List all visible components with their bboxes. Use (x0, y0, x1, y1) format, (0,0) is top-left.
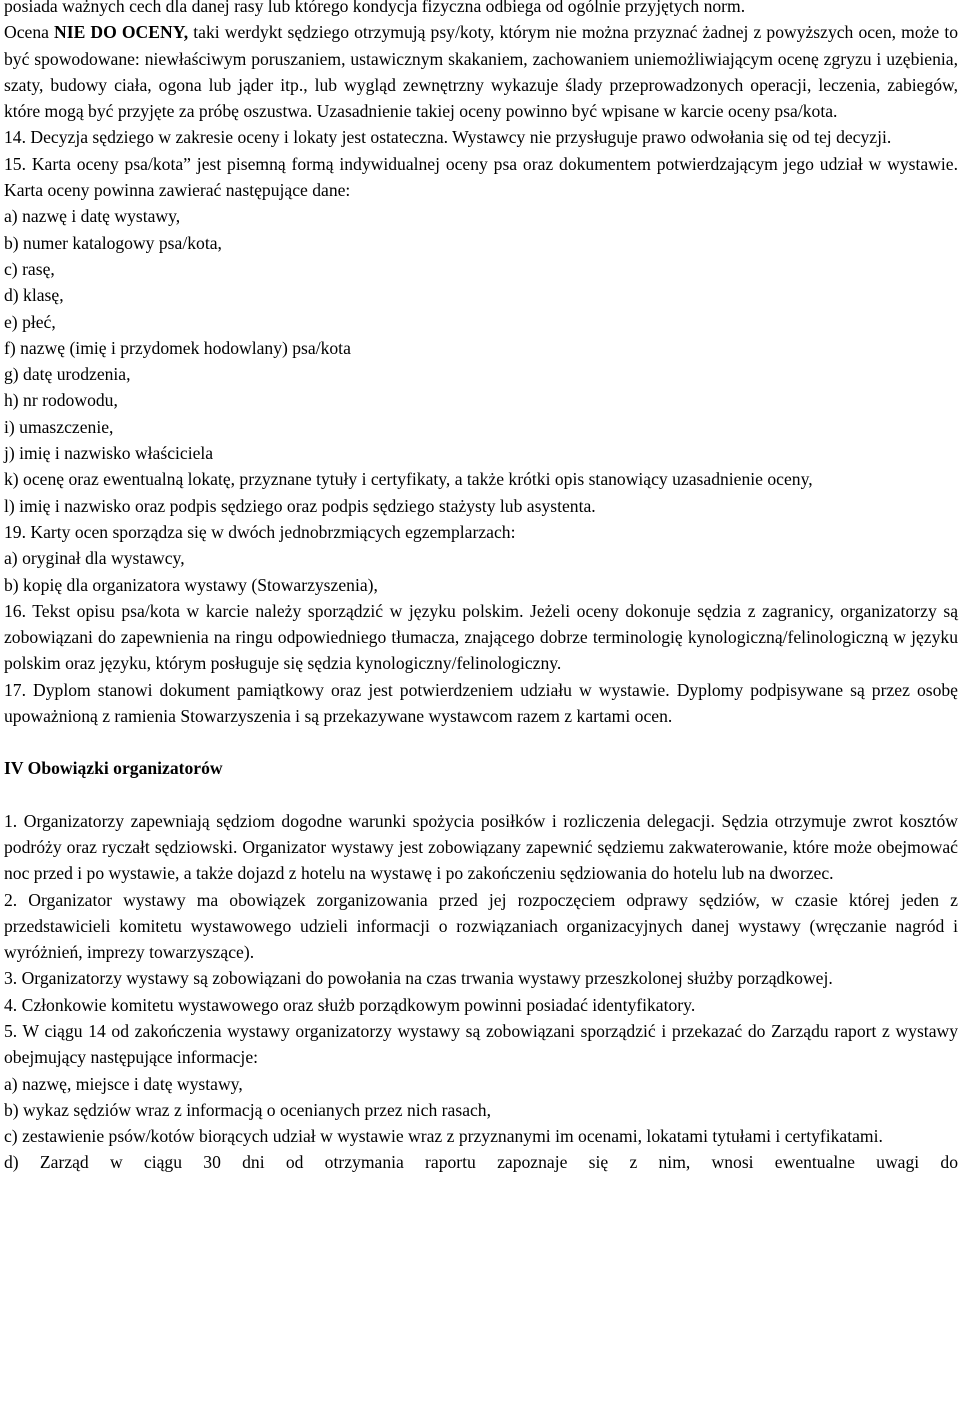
paragraph-section-4: 4. Członkowie komitetu wystawowego oraz służb porządkowym powinni posiadać identyfikatory. (4, 994, 696, 1015)
paragraph-nie-do-oceny (4, 19, 958, 124)
paragraph-text: Ocena (4, 22, 55, 43)
list-item: c) zestawienie psów/kotów biorących udział w wystawie wraz z przyznanymi im ocenami, lokatami tytułami i certyfikatami. (4, 1126, 883, 1147)
document-page (4, 0, 958, 1176)
list-item: a) oryginał dla wystawcy, (4, 548, 185, 569)
list-item: g) datę urodzenia, (4, 364, 131, 385)
paragraph-section-3: 3. Organizatorzy wystawy są zobowiązani do powołania na czas trwania wystawy przeszkolonej służby porządkowej. (4, 968, 833, 989)
paragraph-15: 15. Karta oceny psa/kota” jest pisemną formą indywidualnej oceny psa oraz dokumentem potwierdzającym jego udział w wystawie. Karta oceny powinna zawierać następujące dane: (4, 153, 958, 201)
paragraph-16: 16. Tekst opisu psa/kota w karcie należy sporządzić w języku polskim. Jeżeli oceny dokonuje sędzia z zagranicy, organizatorzy są zobowiązani do zapewnienia na ringu odpowiedniego tłumacza, znającego dobrze terminologię kynologiczną/felinologiczną w języku polskim oraz języku, którym posługuje się sędzia kynologiczny/felinologiczny. (4, 600, 958, 674)
section-heading: IV Obowiązki organizatorów (4, 758, 223, 779)
list-item: c) rasę, (4, 258, 55, 279)
paragraph-section-2: 2. Organizator wystawy ma obowiązek zorganizowania przed jej rozpoczęciem odprawy sędziów, w czasie której jeden z przedstawicieli komitetu wystawowego udzieli informacji o rozwiązaniach organizacyjnych danej wystawy (wręczanie nagród i wyróżnień, imprezy towarzyszące). (4, 889, 958, 963)
paragraph-section-5: 5. W ciągu 14 od zakończenia wystawy organizatorzy wystawy są zobowiązani sporządzić i przekazać do Zarządu raport z wystawy obejmujący następujące informacje: (4, 1020, 958, 1068)
list-item: e) płeć, (4, 311, 56, 332)
list-item: l) imię i nazwisko oraz podpis sędziego oraz podpis sędziego stażysty lub asystenta. (4, 495, 596, 516)
paragraph-19: 19. Karty ocen sporządza się w dwóch jednobrzmiących egzemplarzach: (4, 521, 516, 542)
list-item: a) nazwę i datę wystawy, (4, 206, 181, 227)
paragraph-17: 17. Dyplom stanowi dokument pamiątkowy oraz jest potwierdzeniem udziału w wystawie. Dyplomy podpisywane są przez osobę upoważnioną z ramienia Stowarzyszenia i są przekazywane wystawcom razem z kartami ocen. (4, 679, 958, 727)
list-item: i) umaszczenie, (4, 416, 114, 437)
paragraph-norms: posiada ważnych cech dla danej rasy lub którego kondycja fizyczna odbiega od ogólnie przyjętych norm. (4, 0, 746, 16)
list-item: h) nr rodowodu, (4, 390, 118, 411)
paragraph-section-1: 1. Organizatorzy zapewniają sędziom dogodne warunki spożycia posiłków i rozliczenia delegacji. Sędzia otrzymuje zwrot kosztów podróży oraz ryczałt sędziowski. Organizator wystawy jest zobowiązany zapewnić sędziemu zakwaterowanie, które może obejmować noc przed i po wystawie, a także dojazd z hotelu na wystawę i po zakończeniu sędziowania do hotelu lub na dworzec. (4, 810, 958, 884)
paragraph-text: taki werdykt sędziego otrzymują psy/koty, którym nie można przyznać żadnej z powyższych ocen, może to być spowodowane: niewłaściwym poruszaniem, ustawicznym skakaniem, zachowaniem uniemożliwiającym ocenę zgryzu i uzębienia, szaty, budowy ciała, ogona lub jąder itp., lub wygląd zewnętrzny wykazuje ślady przeprowadzonych operacji, leczenia, zabiegów, które mogą być przyjęte za próbę oszustwa. Uzasadnienie takiej oceny powinno być wpisane w karcie oceny psa/kota. (4, 22, 959, 122)
list-item: a) nazwę, miejsce i datę wystawy, (4, 1073, 243, 1094)
list-item: k) ocenę oraz ewentualną lokatę, przyznane tytuły i certyfikaty, a także krótki opis stanowiący uzasadnienie oceny, (4, 469, 813, 490)
list-item: b) wykaz sędziów wraz z informacją o ocenianych przez nich rasach, (4, 1099, 492, 1120)
list-item: d) klasę, (4, 285, 64, 306)
list-item: b) numer katalogowy psa/kota, (4, 232, 222, 253)
paragraph-truncated: d) Zarząd w ciągu 30 dni od otrzymania raportu zapoznaje się z nim, wnosi ewentualne uwagi do (4, 1152, 958, 1173)
list-item: f) nazwę (imię i przydomek hodowlany) psa/kota (4, 337, 351, 358)
list-item: j) imię i nazwisko właściciela (4, 443, 214, 464)
list-item: b) kopię dla organizatora wystawy (Stowarzyszenia), (4, 574, 378, 595)
bold-term: NIE DO OCENY, (54, 22, 189, 43)
paragraph-14: 14. Decyzja sędziego w zakresie oceny i lokaty jest ostateczna. Wystawcy nie przysługuje prawo odwołania się od tej decyzji. (4, 127, 892, 148)
